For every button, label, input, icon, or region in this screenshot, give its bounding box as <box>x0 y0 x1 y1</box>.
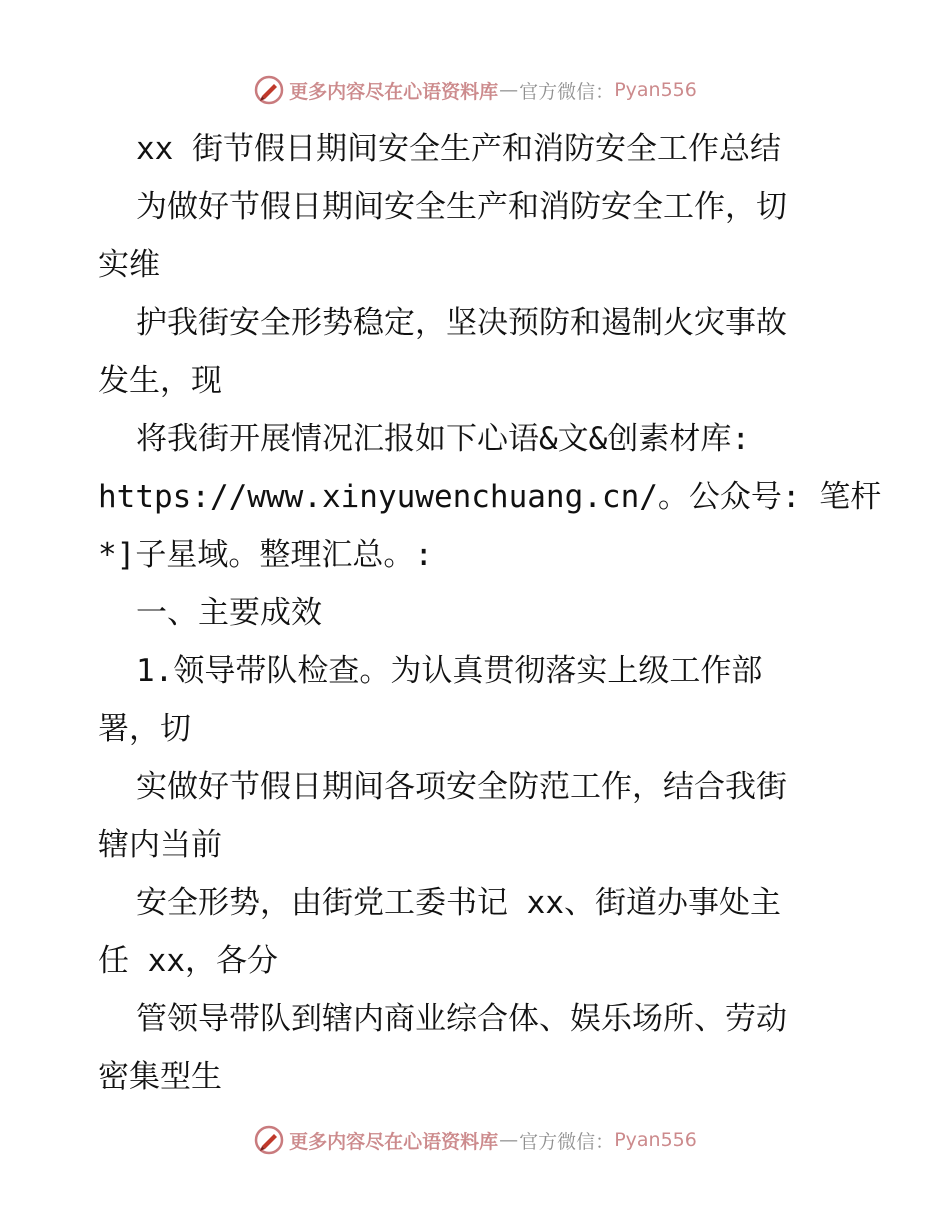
banner-wechat-id: Pyan556 <box>614 1129 697 1151</box>
document-title: xx 街节假日期间安全生产和消防安全工作总结 <box>136 131 781 167</box>
paragraph-line: 为做好节假日期间安全生产和消防安全工作，切 <box>136 189 787 225</box>
pen-logo-icon <box>253 74 285 106</box>
banner-wechat-id: Pyan556 <box>614 79 697 101</box>
banner-wechat-label: 官方微信： <box>519 80 615 103</box>
footer-banner <box>0 1120 950 1160</box>
paragraph-line: 安全形势，由街党工委书记 xx、街道办事处主 <box>136 885 781 921</box>
paragraph-line: 发生，现 <box>98 363 222 399</box>
banner-dash: — <box>499 1129 519 1151</box>
section-heading: 一、主要成效 <box>136 595 322 631</box>
paragraph-line: https://www.xinyuwenchuang.cn/。公众号: 笔杆 <box>98 479 882 515</box>
paragraph-line: 护我街安全形势稳定，坚决预防和遏制火灾事故 <box>136 305 787 341</box>
banner-text: 更多内容尽在心语资料库 <box>289 1130 499 1153</box>
header-banner <box>0 70 950 110</box>
banner-text: 更多内容尽在心语资料库 <box>289 80 499 103</box>
paragraph-line: 密集型生 <box>98 1059 222 1095</box>
pen-logo-icon <box>253 1124 285 1156</box>
paragraph-line: *]子星域。整理汇总。: <box>98 537 433 573</box>
banner-wechat-label: 官方微信： <box>519 1130 615 1153</box>
paragraph-line: 管领导带队到辖内商业综合体、娱乐场所、劳动 <box>136 1001 787 1037</box>
paragraph-line: 1.领导带队检查。为认真贯彻落实上级工作部 <box>136 653 763 689</box>
banner-dash: — <box>499 79 519 101</box>
paragraph-line: 任 xx，各分 <box>98 943 278 979</box>
paragraph-line: 实做好节假日期间各项安全防范工作，结合我街 <box>136 769 787 805</box>
paragraph-line: 署，切 <box>98 711 191 747</box>
paragraph-line: 辖内当前 <box>98 827 222 863</box>
paragraph-line: 将我街开展情况汇报如下心语&文&创素材库: <box>136 421 750 457</box>
paragraph-line: 实维 <box>98 247 160 283</box>
